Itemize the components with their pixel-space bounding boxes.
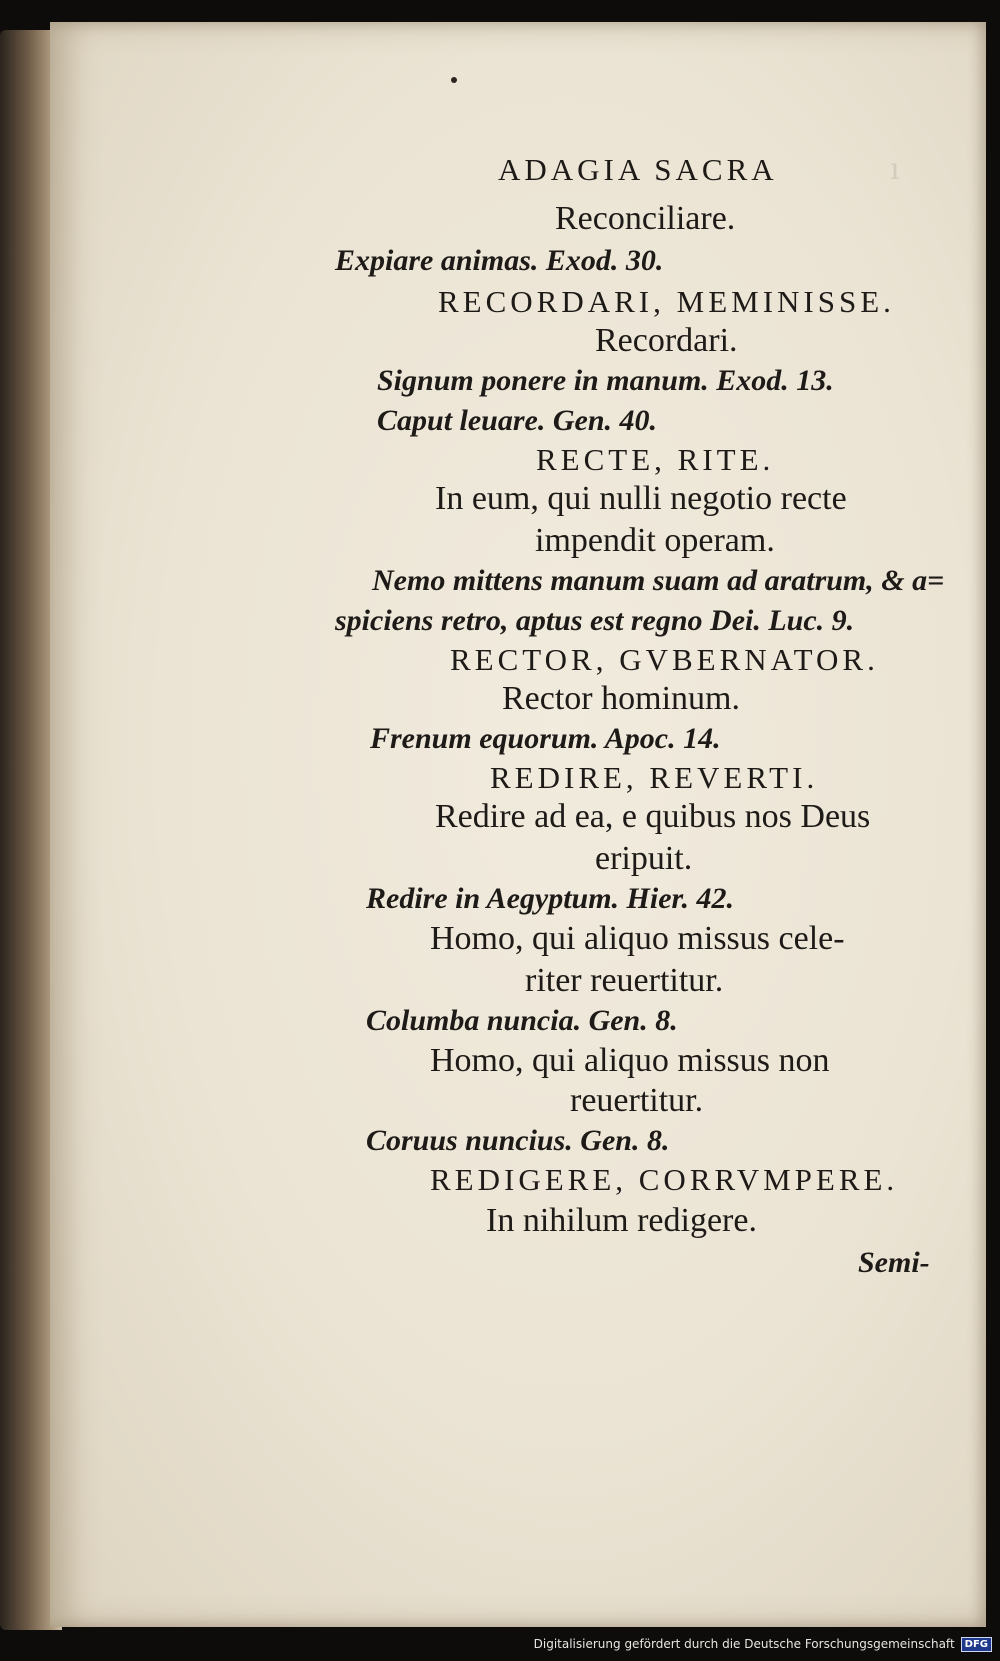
section-heading: REDIRE, REVERTI. (490, 760, 819, 795)
text-line: Redire ad ea, e quibus nos Deus (435, 798, 871, 835)
text-line: Reconciliare. (555, 200, 736, 237)
section-heading: REDIGERE, CORRVMPERE. (430, 1162, 899, 1197)
text-line: Columba nuncia. Gen. 8. (366, 1004, 678, 1037)
catchword: Semi- (858, 1246, 930, 1279)
text-line: Redire in Aegyptum. Hier. 42. (366, 882, 735, 915)
text-line: spiciens retro, aptus est regno Dei. Luc. 9. (335, 604, 855, 637)
text-line: Signum ponere in manum. Exod. 13. (377, 364, 834, 397)
text-line: Coruus nuncius. Gen. 8. (366, 1124, 670, 1157)
page-mark (451, 77, 457, 83)
section-heading: RECORDARI, MEMINISSE. (438, 284, 895, 319)
text-line: eripuit. (595, 840, 693, 877)
text-line: Homo, qui aliquo missus cele- (430, 920, 845, 957)
text-line: reuertitur. (570, 1082, 704, 1119)
text-line: Caput leuare. Gen. 40. (377, 404, 658, 437)
text-line: Homo, qui aliquo missus non (430, 1042, 830, 1079)
text-line: In nihilum redigere. (486, 1202, 757, 1239)
text-line: riter reuertitur. (525, 962, 724, 999)
text-line: impendit operam. (535, 522, 775, 559)
digitization-credit (534, 1633, 992, 1655)
text-line: Nemo mittens manum suam ad aratrum, & a= (372, 564, 945, 597)
text-line: Recordari. (595, 322, 738, 359)
section-heading: RECTOR, GVBERNATOR. (450, 642, 879, 677)
credit-text: Digitalisierung gefördert durch die Deutsche Forschungsgemeinschaft (533, 1637, 955, 1651)
text-line: Frenum equorum. Apoc. 14. (370, 722, 721, 755)
section-heading: RECTE, RITE. (536, 442, 775, 477)
book-page (50, 22, 986, 1627)
bleed-through: ı (890, 152, 900, 187)
page-header: ADAGIA SACRA (498, 152, 778, 187)
text-line: Expiare animas. Exod. 30. (335, 244, 664, 277)
dfg-logo-icon: DFG (961, 1637, 992, 1652)
text-line: Rector hominum. (502, 680, 740, 717)
text-line: In eum, qui nulli negotio recte (435, 480, 847, 517)
